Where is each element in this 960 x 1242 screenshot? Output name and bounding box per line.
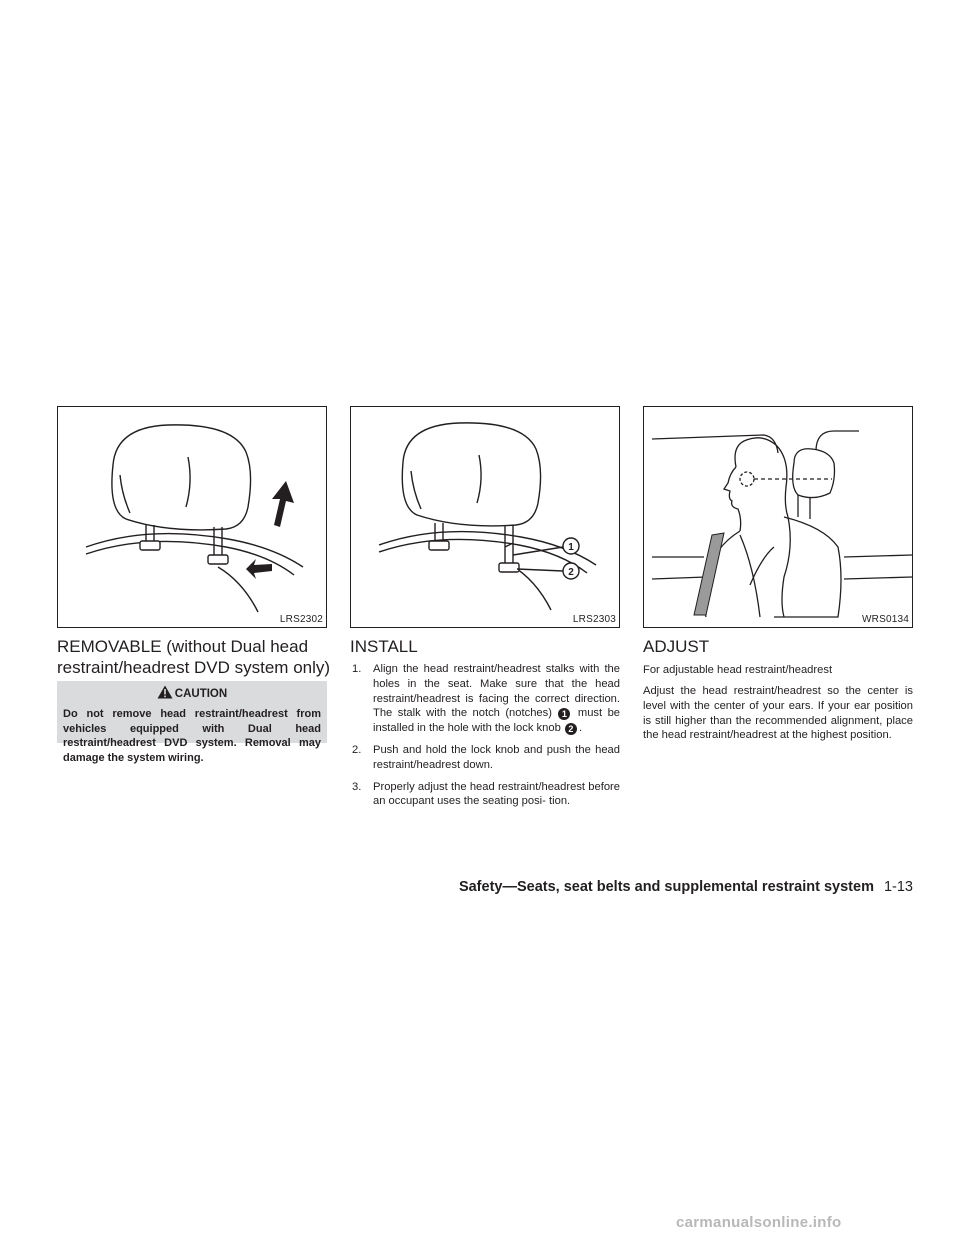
step-text: Properly adjust the head restraint/headrest before an occupant uses the seating posi- tion. [373, 780, 620, 808]
step-text-end: . [578, 722, 583, 735]
step-text: Align the head restraint/headrest stalks with the holes in the seat. Make sure that the head restraint/headrest is facing the correct direction. The stalk with the notch (notches) [373, 663, 620, 720]
warning-icon [157, 685, 173, 699]
install-step-2 [350, 743, 620, 773]
figure-adjust-headrest [643, 406, 913, 628]
caution-title: CAUTION [174, 688, 228, 700]
install-steps [350, 662, 620, 816]
figure-code: WRS0134 [859, 613, 912, 627]
callout-2: 2 [568, 567, 574, 578]
page-number: 1-13 [883, 879, 913, 895]
figure-remove-headrest [57, 406, 327, 628]
step-text: Push and hold the lock knob and push the head restraint/headrest down. [373, 743, 620, 771]
step-number: 3. [352, 780, 362, 793]
page-footer [459, 878, 913, 896]
caution-box [57, 681, 327, 765]
figure-code: LRS2303 [570, 613, 619, 627]
footer-section-title: Safety—Seats, seat belts and supplemental restraint system [458, 879, 874, 895]
step-text-continued: must be installed in the hole with the lock knob [373, 707, 621, 735]
remove-headrest-illustration [58, 407, 326, 627]
callout-2-badge: 2 [565, 723, 577, 735]
step-number: 1. [352, 663, 362, 675]
caution-title-row [63, 685, 321, 702]
section-heading-removable: REMOVABLE (without Dual head restraint/headrest DVD system only) [57, 637, 331, 677]
section-heading-install: INSTALL [350, 637, 418, 656]
callout-1: 1 [568, 542, 574, 553]
adjust-headrest-illustration [644, 407, 912, 627]
section-heading-adjust: ADJUST [643, 637, 710, 656]
install-headrest-illustration [351, 407, 619, 627]
callout-1-badge: 1 [558, 708, 570, 720]
adjust-body-text: Adjust the head restraint/headrest so the center is level with the center of your ears. If your ear position is still higher than the recommended alignment, place the head restraint/headrest at the highest position. [643, 685, 913, 742]
figure-install-headrest [350, 406, 620, 628]
figure-code: LRS2302 [277, 613, 326, 627]
caution-text: Do not remove head restraint/headrest from vehicles equipped with Dual head restraint/headrest DVD system. Removal may damage the system wiring. [63, 708, 321, 765]
watermark: carmanualsonline.info [676, 1214, 842, 1231]
step-number: 2. [352, 743, 362, 756]
install-step-1 [350, 662, 620, 736]
install-step-3 [350, 780, 620, 810]
adjust-subheading: For adjustable head restraint/headrest [643, 664, 833, 676]
